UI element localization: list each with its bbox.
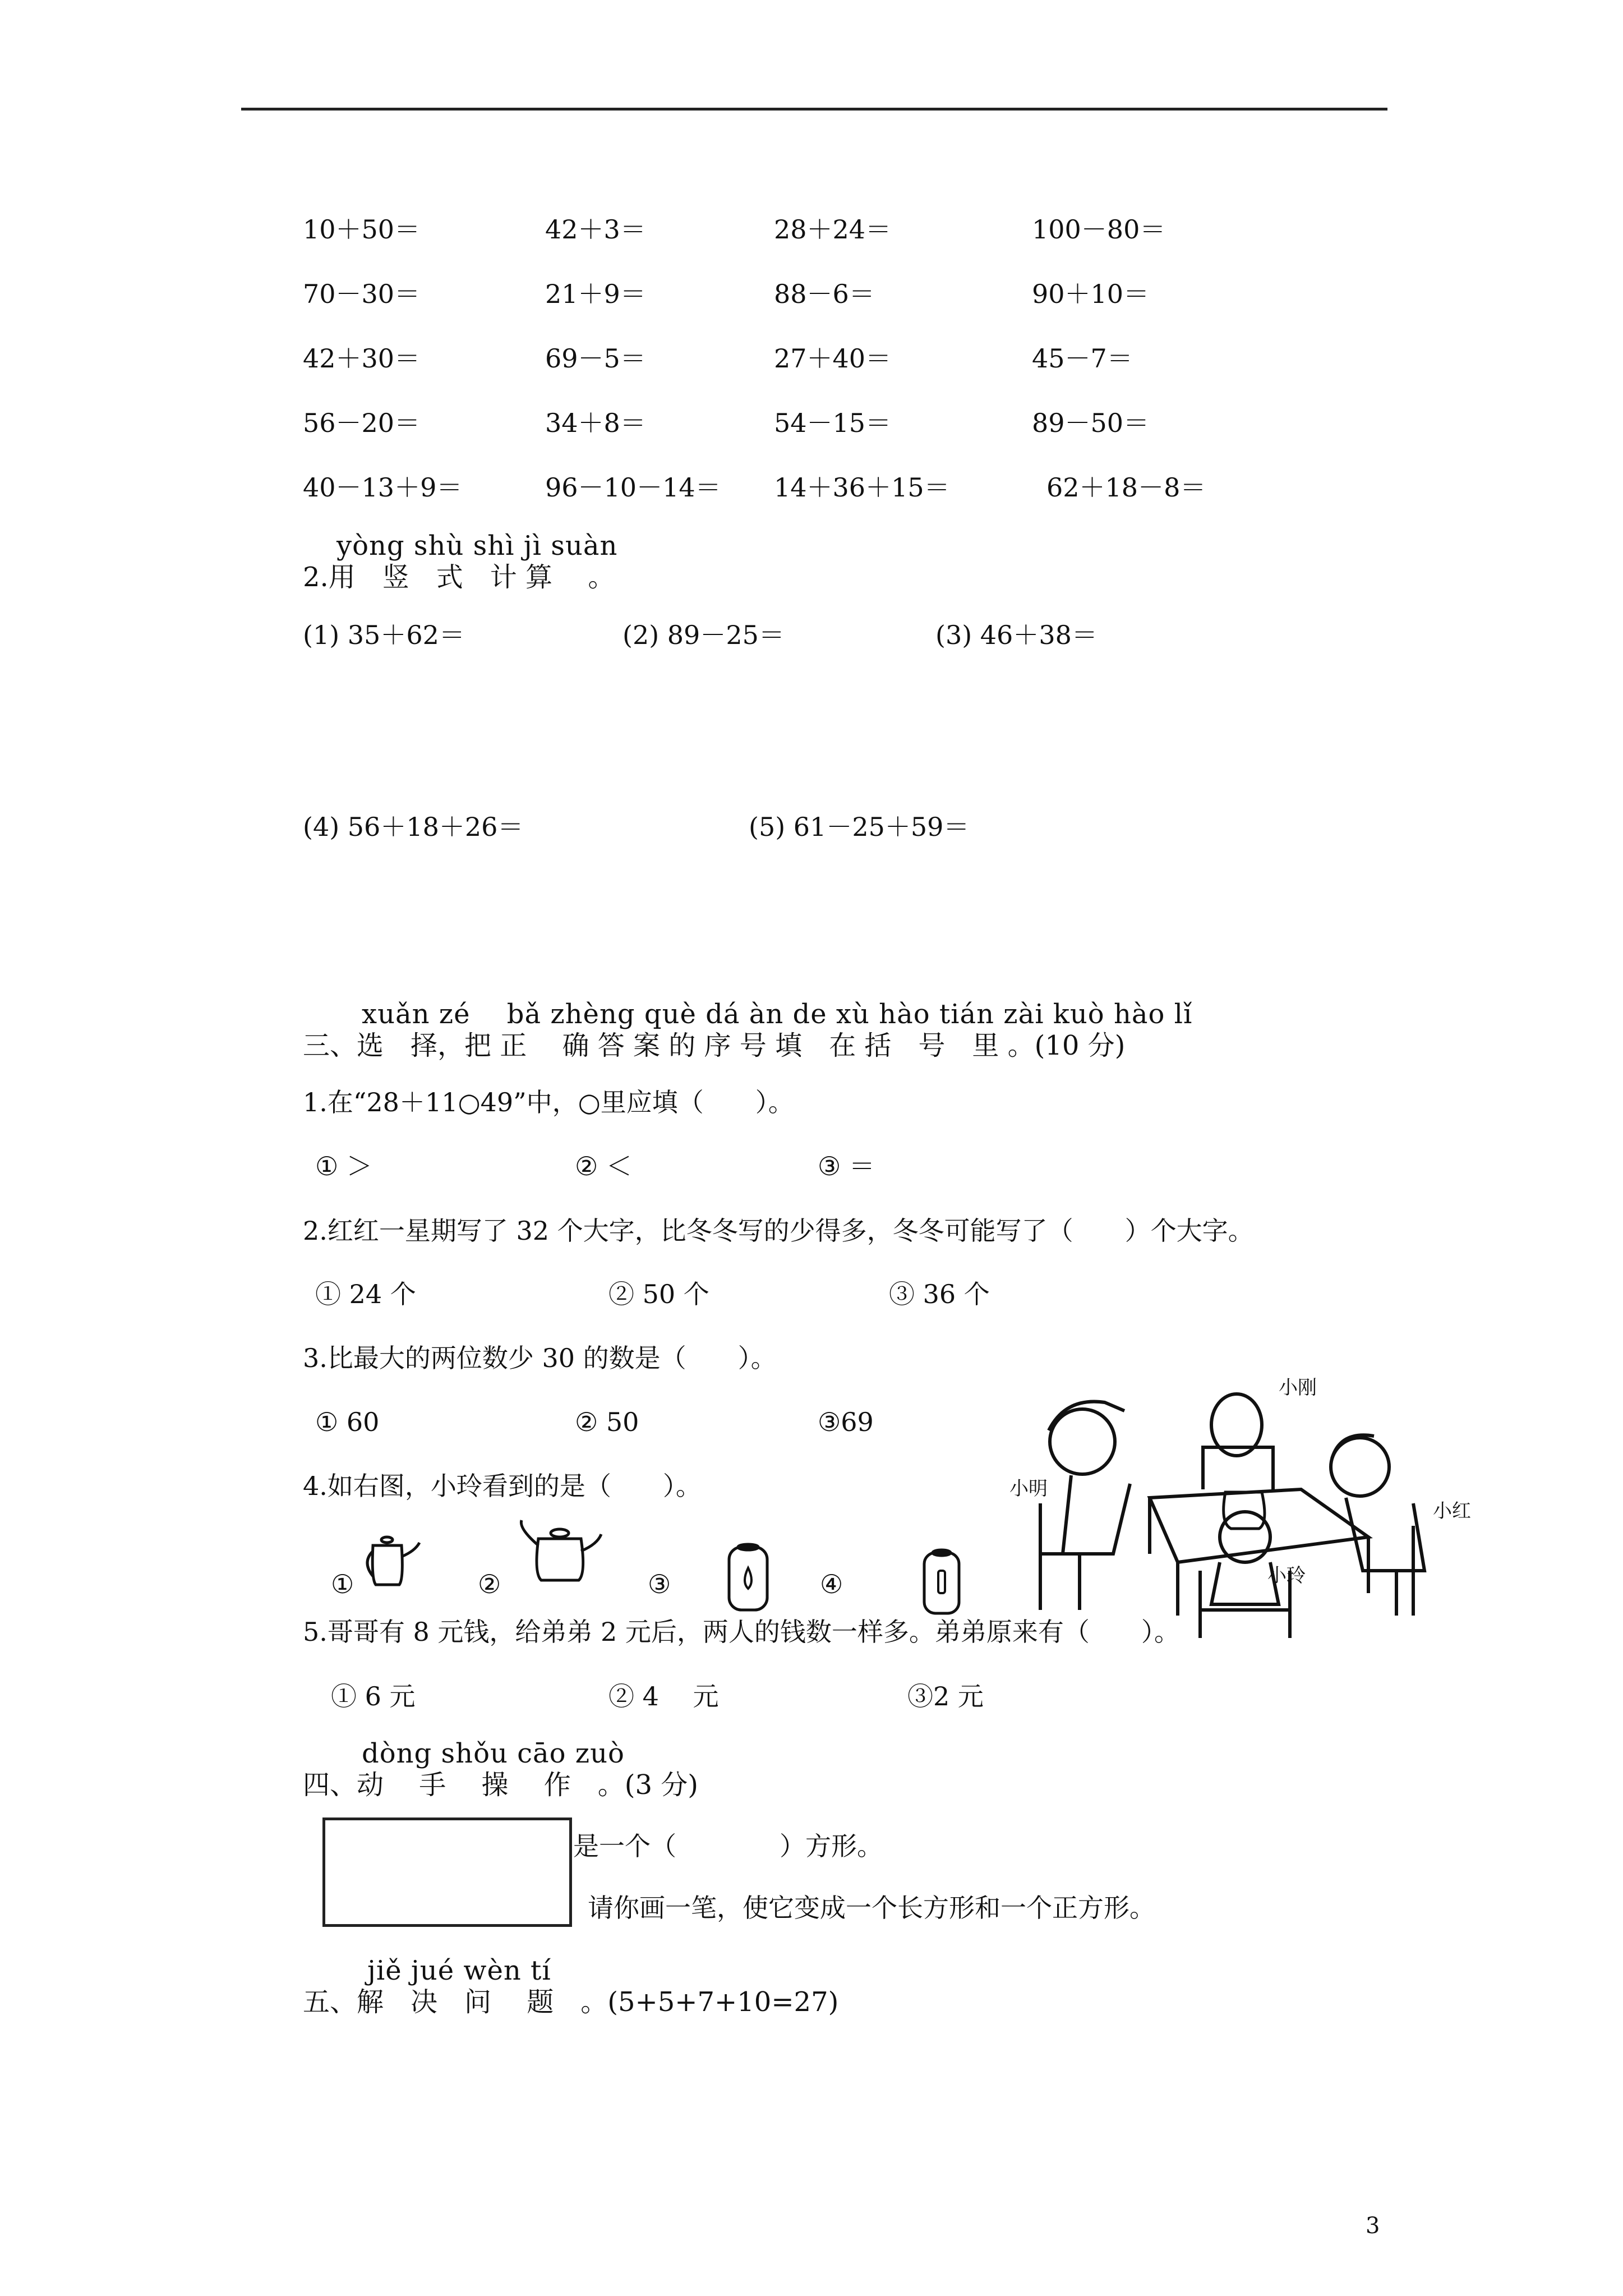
calc-item: 42＋30＝ — [303, 343, 421, 374]
calc-item: 70－30＝ — [303, 279, 421, 309]
q2-pinyin: yòng shù shì jì suàn — [336, 530, 618, 562]
option: ① ＞ — [315, 1151, 372, 1181]
calc-item: 89－50＝ — [1032, 408, 1150, 438]
section4-line1: 是一个（ ）方形。 — [573, 1831, 883, 1861]
option: ③ 36 个 — [889, 1279, 990, 1309]
section4-line2: 请你画一笔，使它变成一个长方形和一个正方形。 — [588, 1893, 1155, 1923]
option: ③ ＝ — [818, 1151, 875, 1181]
option: ② — [478, 1569, 501, 1599]
rectangle-figure — [322, 1818, 572, 1927]
section5-pinyin: jiě jué wèn tí — [367, 1955, 551, 1986]
question-4: 4.如右图，小玲看到的是（ ）。 — [303, 1471, 702, 1501]
label-xiaoling: 小玲 — [1267, 1565, 1306, 1587]
question-2: 2.红红一星期写了 32 个大字，比冬冬写的少得多，冬冬可能写了（ ）个大字。 — [303, 1216, 1254, 1246]
question-5: 5.哥哥有 8 元钱，给弟弟 2 元后，两人的钱数一样多。弟弟原来有（ ）。 — [303, 1617, 1180, 1647]
calc-item: 34＋8＝ — [545, 408, 646, 438]
question-1: 1.在“28＋11○49”中，○里应填（ ）。 — [303, 1087, 794, 1117]
calc-item: 27＋40＝ — [774, 343, 892, 374]
q2-item: (5) 61－25＋59＝ — [749, 812, 970, 842]
calc-item: 96－10－14＝ — [545, 472, 721, 503]
calc-item: 62＋18－8＝ — [1046, 472, 1206, 503]
option: ① 60 — [315, 1407, 380, 1437]
option: ② 50 — [575, 1407, 639, 1437]
calc-item: 54－15＝ — [774, 408, 892, 438]
option: ② ＜ — [575, 1151, 632, 1181]
table-scene-illustration — [1009, 1369, 1503, 1644]
section4-title: 四、动 手 操 作 。(3 分) — [303, 1769, 699, 1801]
calc-item: 69－5＝ — [545, 343, 646, 374]
option: ① 6 元 — [331, 1681, 416, 1711]
calc-item: 88－6＝ — [774, 279, 875, 309]
calc-item: 90＋10＝ — [1032, 279, 1150, 309]
option: ③69 — [818, 1407, 874, 1437]
calc-item: 14＋36＋15＝ — [774, 472, 950, 503]
calc-item: 100－80＝ — [1032, 214, 1166, 245]
q2-item: (1) 35＋62＝ — [303, 620, 465, 650]
label-xiaoming: 小明 — [1009, 1478, 1048, 1500]
page-number: 3 — [1366, 2213, 1380, 2239]
calc-item: 56－20＝ — [303, 408, 421, 438]
option: ③ — [648, 1569, 671, 1599]
option: ③2 元 — [907, 1681, 984, 1711]
calc-item: 21＋9＝ — [545, 279, 646, 309]
q2-item: (3) 46＋38＝ — [935, 620, 1098, 650]
calc-item: 42＋3＝ — [545, 214, 646, 245]
section4-pinyin: dòng shǒu cāo zuò — [362, 1738, 625, 1769]
section3-title: 三、选 择，把 正 确 答 案 的 序 号 填 在 括 号 里 。(10 分) — [303, 1030, 1126, 1061]
q2-item: (2) 89－25＝ — [623, 620, 785, 650]
option: ① — [331, 1569, 354, 1599]
option: ② 50 个 — [608, 1279, 709, 1309]
option: ④ — [820, 1569, 843, 1599]
header-rule — [241, 108, 1387, 111]
teapot-large-icon — [516, 1517, 606, 1585]
teapot-small-icon — [359, 1529, 426, 1590]
section3-pinyin: xuǎn zé bǎ zhèng què dá àn de xù hào tián zài kuò hào lǐ — [362, 999, 1193, 1030]
pot-front-spout-icon — [725, 1543, 772, 1616]
option: ② 4 元 — [608, 1681, 719, 1711]
pot-front-handle-icon — [920, 1548, 965, 1618]
section5-title: 五、解 决 问 题 。(5+5+7+10=27) — [303, 1986, 839, 2018]
calc-item: 40－13＋9＝ — [303, 472, 463, 503]
label-xiaogang: 小刚 — [1279, 1377, 1317, 1399]
calc-item: 10＋50＝ — [303, 214, 421, 245]
calc-item: 45－7＝ — [1032, 343, 1133, 374]
label-xiaohong: 小红 — [1433, 1500, 1471, 1522]
option: ① 24 个 — [315, 1279, 416, 1309]
calc-item: 28＋24＝ — [774, 214, 892, 245]
q2-item: (4) 56＋18＋26＝ — [303, 812, 524, 842]
question-3: 3.比最大的两位数少 30 的数是（ ）。 — [303, 1343, 777, 1373]
q2-title: 2.用 竖 式 计 算 。 — [303, 562, 615, 593]
